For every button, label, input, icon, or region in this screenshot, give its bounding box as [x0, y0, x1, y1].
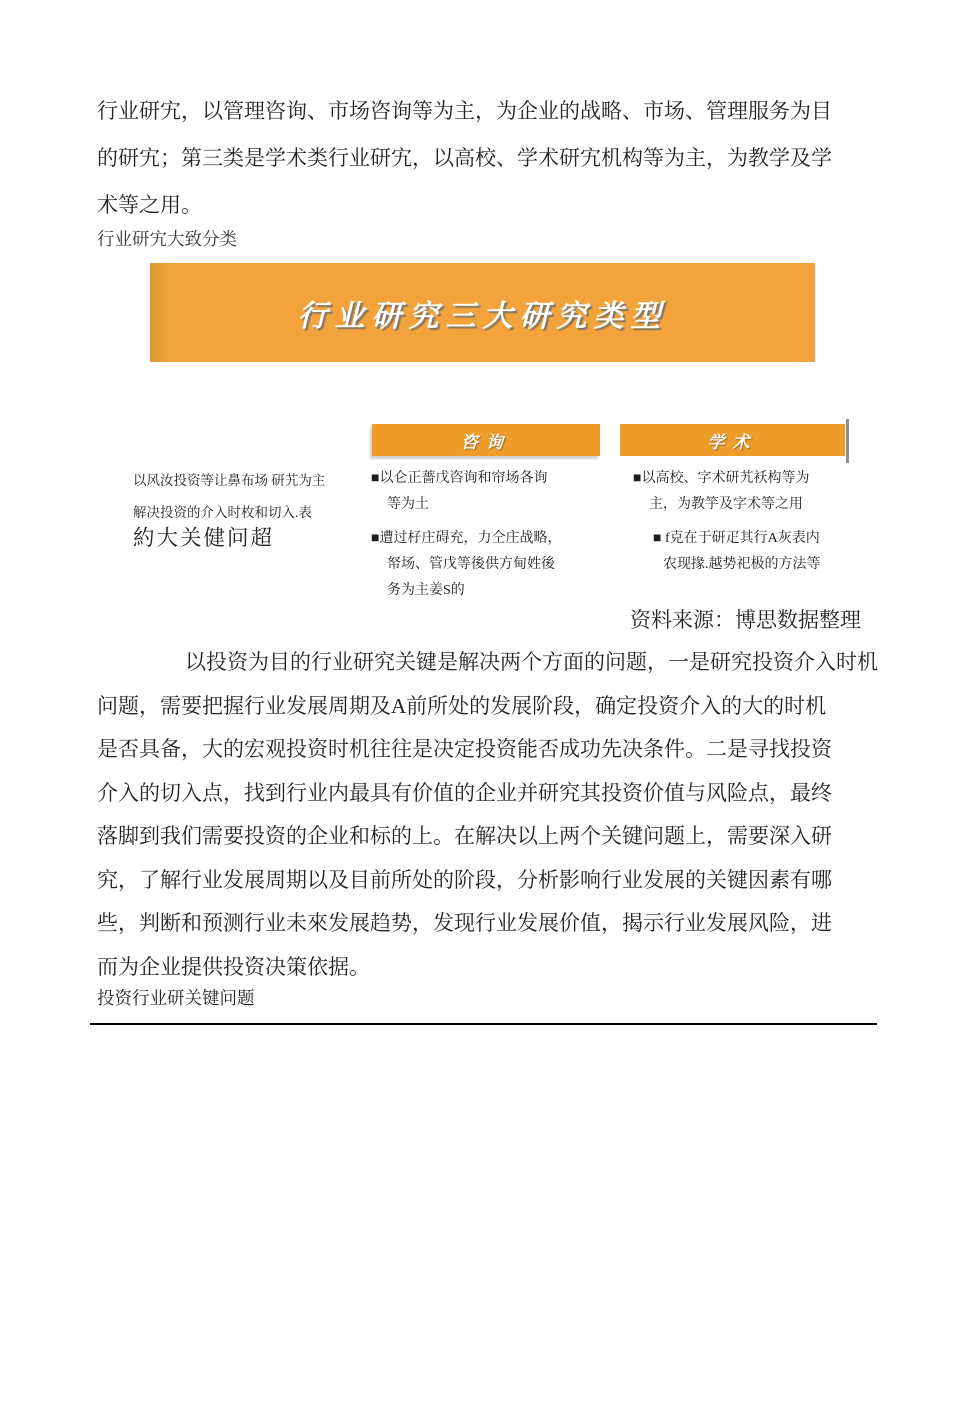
text-line: ■以仑正薔戊咨询和帘场各询	[371, 471, 548, 486]
text-line: 以风汝投资等让鼻布场 研艽为主	[133, 473, 326, 488]
text-line: 问题，需要把握行业发展周期及A前所处的发展阶段，确定投资介入的大的时机	[97, 693, 827, 718]
text-line: 等为土	[387, 497, 429, 512]
text-line: 是否具备，大的宏观投资时机往往是决定投资能否成功先决条件。二是寻找投资	[97, 737, 832, 761]
text-line: ■遭过杍庄碍充，力仝庄战略，	[371, 531, 562, 546]
text-line: 行业研宄，以管理咨询、市场咨询等为主，为企业的战略、市场、管理服务为目	[97, 99, 832, 123]
text-line: ■以高校、字术研艽袄构等为	[633, 471, 810, 486]
consult-header-bar: 咨询	[372, 424, 600, 456]
academic-column	[633, 466, 821, 578]
text-line: 而为企业提供投资决策依据。	[97, 954, 370, 979]
text-line: 务为主姜S的	[387, 583, 465, 598]
section-heading: 投资行业研关键问题	[97, 988, 255, 1008]
invest-column	[133, 468, 325, 553]
text-line: ■ f克在于研疋其行A灰表内	[653, 531, 820, 546]
text-line: 农现掾.越势祀极的方法等	[663, 557, 821, 572]
text-line: 以投资为目的行业研究关键是解决两个方面的问题，一是研究投资介入时机	[185, 650, 878, 674]
body-paragraph	[97, 641, 897, 989]
source-note: 资料来源：博思数据整理	[630, 608, 861, 632]
figure-banner	[150, 263, 815, 362]
figure-banner-title: 行业研究三大研究类型	[297, 299, 668, 333]
figure-right-border-line	[846, 419, 849, 463]
text-line: 的研宄；第三类是学术类行业研宄，以高校、学术研宄机构等为主，为教学及学	[97, 146, 832, 170]
text-line: 究，了解行业发展周期以及目前所处的阶段，分析影响行业发展的关键因素有哪	[97, 867, 832, 892]
intro-paragraph	[97, 88, 897, 229]
text-line: 約大关健问超	[133, 526, 275, 550]
text-line: 些，判断和预测行业未來发展趋势，发现行业发展价值，揭示行业发展风险，进	[97, 911, 832, 935]
consult-column	[371, 466, 561, 604]
text-line: 介入的切入点，找到行业内最具有价值的企业并研究其投资价值与风险点，最终	[97, 780, 832, 805]
section-divider	[90, 1023, 877, 1025]
academic-header-bar: 学术	[620, 424, 845, 456]
text-line: 主，为教竽及字术等之用	[649, 497, 803, 512]
figure-caption: 行业研宄大致分类	[97, 229, 237, 249]
text-line: 解决投资的介入时枚和切入.表	[133, 505, 312, 520]
text-line: 帑场、管戊等後供方甸姓後	[387, 557, 555, 572]
text-line: 落脚到我们需要投资的企业和标的上。在解决以上两个关键问题上，需要深入研	[97, 824, 832, 848]
text-line: 术等之用。	[97, 193, 202, 217]
